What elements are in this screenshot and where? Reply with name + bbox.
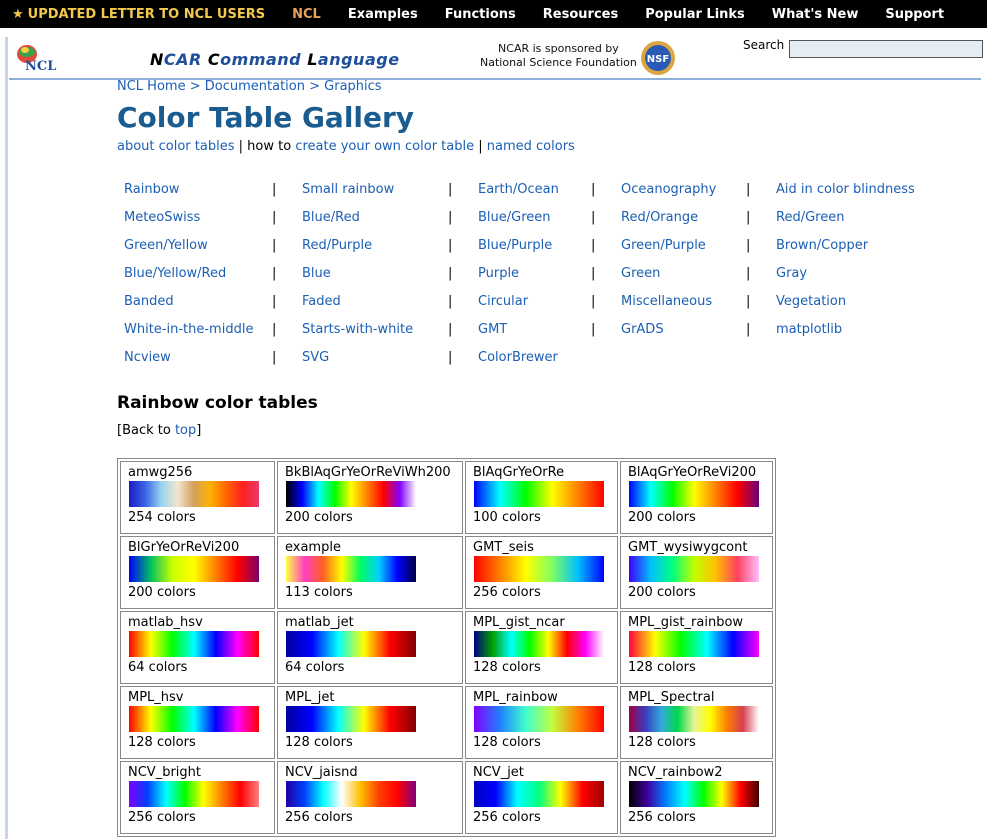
color-table-name: NCV_rainbow2 [628,765,723,780]
category-link-aid-in-color-blindness[interactable]: Aid in color blindness [776,182,915,197]
category-link-blue[interactable]: Blue [302,266,331,281]
color-table-name: example [285,540,341,555]
category-separator: | [448,294,453,309]
color-table-name: MPL_gist_rainbow [628,615,744,630]
color-table-grid [117,458,776,837]
color-table-name: matlab_jet [285,615,354,630]
star-icon: ★ [12,6,24,22]
category-separator: | [591,182,596,197]
category-link-red-green[interactable]: Red/Green [776,210,845,225]
about-color-tables-link[interactable]: about color tables [117,139,235,154]
category-link-matplotlib[interactable]: matplotlib [776,322,843,337]
breadcrumb-separator: > [189,79,201,94]
category-separator: | [448,210,453,225]
nav-alert-link[interactable] [12,7,265,22]
category-link-purple[interactable]: Purple [478,266,520,281]
color-table-name: matlab_hsv [128,615,203,630]
color-table-card[interactable] [120,761,275,834]
category-link-green-yellow[interactable]: Green/Yellow [124,238,208,253]
page-title: Color Table Gallery [117,101,415,134]
color-table-card[interactable] [277,686,463,759]
color-table-card[interactable] [620,611,773,684]
category-link-faded[interactable]: Faded [302,294,341,309]
category-link-green[interactable]: Green [621,266,661,281]
category-separator: | [272,238,277,253]
color-table-name: NCV_jaisnd [285,765,358,780]
category-link-ncview[interactable]: Ncview [124,350,171,365]
sublink-separator: | [238,139,244,154]
color-table-swatch[interactable] [286,781,416,807]
color-count: 200 colors [628,510,696,525]
color-count: 256 colors [285,810,353,825]
category-row [124,266,936,294]
color-count: 200 colors [128,585,196,600]
breadcrumb-ncl-home[interactable]: NCL Home [117,79,186,94]
color-table-swatch[interactable] [286,631,416,657]
color-table-swatch[interactable] [629,556,759,582]
color-table-swatch[interactable] [286,481,416,507]
back-to-close: ] [196,423,202,438]
ncl-logo-icon[interactable] [11,40,59,74]
category-separator: | [448,238,453,253]
category-separator: | [272,210,277,225]
color-table-swatch[interactable] [474,706,604,732]
nav-whats-new[interactable]: What's New [771,6,859,22]
color-table-card[interactable] [620,461,773,534]
category-separator: | [591,322,596,337]
color-table-swatch[interactable] [129,706,259,732]
color-count: 128 colors [628,660,696,675]
category-link-meteoswiss[interactable]: MeteoSwiss [124,210,201,225]
category-link-small-rainbow[interactable]: Small rainbow [302,182,395,197]
title-letter-c: C [207,50,221,69]
color-table-swatch[interactable] [629,631,759,657]
color-count: 256 colors [628,810,696,825]
color-count: 64 colors [128,660,188,675]
color-count: 256 colors [473,585,541,600]
color-count: 128 colors [285,735,353,750]
howto-prefix: how to [247,139,292,154]
nav-functions[interactable]: Functions [444,6,516,22]
category-link-svg[interactable]: SVG [302,350,330,365]
sublink-separator: | [478,139,483,154]
category-separator: | [746,266,751,281]
category-row [124,294,936,322]
category-separator: | [448,350,453,365]
color-table-name: MPL_rainbow [473,690,558,705]
color-table-swatch[interactable] [129,781,259,807]
color-table-card[interactable] [465,461,618,534]
category-link-red-orange[interactable]: Red/Orange [621,210,699,225]
color-count: 200 colors [628,585,696,600]
color-count: 128 colors [473,735,541,750]
category-separator: | [272,350,277,365]
color-table-card[interactable] [120,536,275,609]
category-separator: | [272,182,277,197]
color-table-swatch[interactable] [629,781,759,807]
category-link-vegetation[interactable]: Vegetation [776,294,847,309]
nsf-logo-text: NSF [646,54,670,65]
color-table-swatch[interactable] [129,631,259,657]
title-letter-n: N [150,50,164,69]
sponsor-text [480,42,637,70]
color-table-name: MPL_hsv [128,690,184,705]
color-count: 113 colors [285,585,353,600]
color-table-swatch[interactable] [129,481,259,507]
color-table-name: amwg256 [128,465,193,480]
color-table-swatch[interactable] [286,556,416,582]
color-table-swatch[interactable] [474,481,604,507]
color-table-swatch[interactable] [474,556,604,582]
title-letter-l: L [307,50,318,69]
nav-alert-label: UPDATED LETTER TO NCL USERS [27,6,266,22]
color-count: 254 colors [128,510,196,525]
color-count: 128 colors [628,735,696,750]
page-sublinks [117,139,575,154]
color-table-swatch[interactable] [629,706,759,732]
color-table-card[interactable] [277,461,463,534]
category-link-earth-ocean[interactable]: Earth/Ocean [478,182,559,197]
section-title: Rainbow color tables [117,393,318,413]
title-word-car: CAR [163,50,208,69]
category-separator: | [591,210,596,225]
title-word-anguage: anguage [317,50,400,69]
nav-ncl[interactable]: NCL [292,6,321,22]
category-separator: | [746,210,751,225]
category-separator: | [746,182,751,197]
color-table-name: BlAqGrYeOrRe [473,465,565,480]
category-separator: | [591,294,596,309]
category-row [124,350,936,378]
category-separator: | [591,266,596,281]
category-link-rainbow[interactable]: Rainbow [124,182,180,197]
title-word-ommand: ommand [220,50,308,69]
search-label: Search [743,38,785,52]
color-table-name: MPL_gist_ncar [473,615,565,630]
color-table-name: MPL_Spectral [628,690,715,705]
color-table-swatch[interactable] [629,481,759,507]
search-input[interactable] [789,40,983,58]
color-count: 64 colors [285,660,345,675]
category-separator: | [746,294,751,309]
category-separator: | [448,322,453,337]
category-link-green-purple[interactable]: Green/Purple [621,238,706,253]
category-link-banded[interactable]: Banded [124,294,174,309]
color-table-card[interactable] [620,536,773,609]
back-to-text: [Back to [117,423,175,438]
category-row [124,210,936,238]
color-count: 256 colors [473,810,541,825]
category-link-blue-red[interactable]: Blue/Red [302,210,360,225]
color-table-card[interactable] [465,611,618,684]
color-count: 128 colors [473,660,541,675]
nsf-logo-icon[interactable] [640,40,676,76]
category-link-colorbrewer[interactable]: ColorBrewer [478,350,558,365]
back-to-top-link[interactable]: top [174,423,197,438]
color-count: 100 colors [473,510,541,525]
category-separator: | [272,266,277,281]
color-table-name: BlGrYeOrReVi200 [128,540,240,555]
category-link-brown-copper[interactable]: Brown/Copper [776,238,869,253]
color-table-card[interactable] [620,761,773,834]
nav-support[interactable]: Support [885,6,945,22]
category-link-oceanography[interactable]: Oceanography [621,182,717,197]
category-link-white-in-the-middle[interactable]: White-in-the-middle [124,322,254,337]
color-table-card[interactable] [277,536,463,609]
category-link-starts-with-white[interactable]: Starts-with-white [302,322,414,337]
category-link-circular[interactable]: Circular [478,294,529,309]
color-table-card[interactable] [465,536,618,609]
category-separator: | [272,294,277,309]
color-table-card[interactable] [465,686,618,759]
category-links-table [124,182,936,378]
category-link-gray[interactable]: Gray [776,266,808,281]
color-table-card[interactable] [120,686,275,759]
category-separator: | [272,322,277,337]
color-table-name: BkBlAqGrYeOrReViWh200 [285,465,451,480]
category-link-blue-green[interactable]: Blue/Green [478,210,551,225]
color-table-card[interactable] [120,611,275,684]
nav-resources[interactable]: Resources [542,6,619,22]
color-table-name: GMT_wysiwygcont [628,540,748,555]
sponsor-line-2: National Science Foundation [480,56,637,69]
color-table-name: BlAqGrYeOrReVi200 [628,465,757,480]
breadcrumb-separator: > [309,79,321,94]
color-table-card[interactable] [620,686,773,759]
color-table-swatch[interactable] [474,781,604,807]
back-to-top [117,423,201,438]
named-colors-link[interactable]: named colors [486,139,575,154]
top-navigation-bar [0,0,987,28]
category-row [124,322,936,350]
nav-popular-links[interactable]: Popular Links [645,6,745,22]
color-table-card[interactable] [465,761,618,834]
breadcrumb-documentation[interactable]: Documentation [204,79,305,94]
color-table-name: MPL_jet [285,690,335,705]
color-table-name: NCV_bright [128,765,201,780]
breadcrumb-graphics[interactable]: Graphics [324,79,382,94]
color-table-card[interactable] [277,761,463,834]
color-table-name: GMT_seis [473,540,534,555]
nav-examples[interactable]: Examples [347,6,418,22]
category-link-grads[interactable]: GrADS [621,322,664,337]
category-link-miscellaneous[interactable]: Miscellaneous [621,294,713,309]
category-row [124,182,936,210]
color-table-swatch[interactable] [286,706,416,732]
create-color-table-link[interactable]: create your own color table [295,139,475,154]
sponsor-line-1: NCAR is sponsored by [498,42,619,55]
category-separator: | [448,182,453,197]
category-link-red-purple[interactable]: Red/Purple [302,238,373,253]
color-table-swatch[interactable] [474,631,604,657]
color-table-name: NCV_jet [473,765,524,780]
category-separator: | [448,266,453,281]
category-separator: | [591,238,596,253]
category-link-gmt[interactable]: GMT [478,322,508,337]
category-row [124,238,936,266]
color-table-card[interactable] [120,461,275,534]
category-separator: | [746,238,751,253]
category-link-blue-yellow-red[interactable]: Blue/Yellow/Red [124,266,227,281]
color-count: 200 colors [285,510,353,525]
site-title [150,50,400,69]
color-count: 128 colors [128,735,196,750]
color-table-swatch[interactable] [129,556,259,582]
category-separator: | [746,322,751,337]
color-count: 256 colors [128,810,196,825]
breadcrumb [117,79,382,94]
page-left-border [5,37,8,839]
category-link-blue-purple[interactable]: Blue/Purple [478,238,553,253]
logo-text: NCL [25,59,57,74]
color-table-card[interactable] [277,611,463,684]
